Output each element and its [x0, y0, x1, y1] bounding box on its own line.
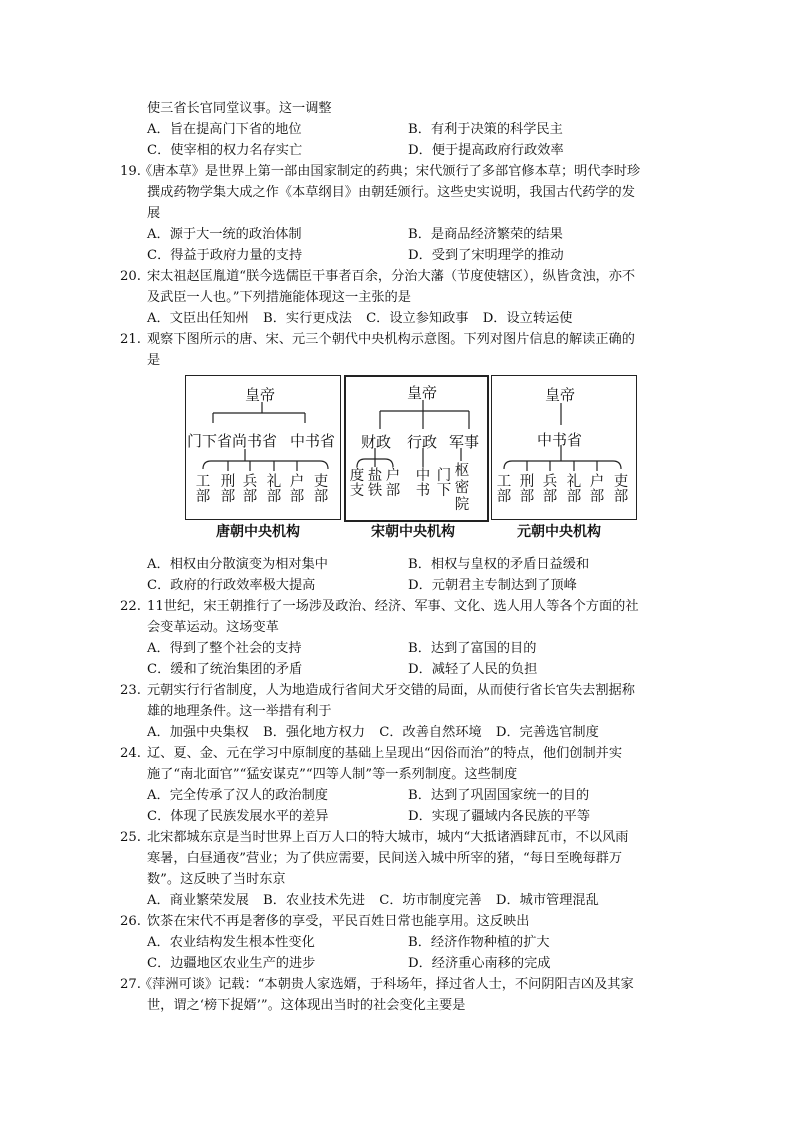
tang-dept: 刑部	[220, 474, 236, 505]
q27-stem-2: 世，谓之‘榜下捉婿’”。这体现出当时的社会变化主要是	[147, 998, 466, 1013]
song-admin-dept: 中书	[415, 468, 431, 499]
yuan-zhongshu: 中书省	[537, 431, 583, 449]
yuan-dept: 刑部	[519, 474, 535, 505]
song-admin-dept: 门下	[436, 468, 452, 499]
q21-stem-1: 观察下图所示的唐、宋、元三个朝代中央机构示意图。下列对图片信息的解读正确的	[147, 332, 635, 347]
song-finance-dept: 度支	[349, 468, 365, 499]
q19-stem-2: 撰成药物学集大成之作《本草纲目》由朝廷颁行。这些史实说明，我国古代药学的发	[147, 185, 635, 200]
q19-option-c: C．得益于政府力量的支持	[147, 248, 303, 263]
q26-number: 26.	[120, 914, 141, 929]
q19-stem-3: 展	[147, 206, 161, 221]
yuan-emperor: 皇帝	[545, 386, 576, 404]
tang-caption: 唐朝中央机构	[216, 524, 300, 540]
q24-option-b: B．达到了巩固国家统一的目的	[408, 788, 590, 803]
q18-option-a: A．旨在提高门下省的地位	[147, 122, 302, 137]
song-caption: 宋朝中央机构	[371, 524, 455, 540]
q20-stem-1: 宋太祖赵匡胤道“朕今选儒臣干事者百余，分治大藩（节度使辖区），纵皆贪浊，亦不	[147, 269, 636, 284]
q18-option-d: D．便于提高政府行政效率	[408, 143, 564, 158]
q23-option-d: D．完善选官制度	[495, 725, 599, 740]
q26-option-c: C．边疆地区农业生产的进步	[147, 956, 316, 971]
q23-stem-1: 元朝实行行省制度，人为地造成行省间犬牙交错的局面，从而使行省长官失去割据称	[147, 683, 635, 698]
q27-stem-1: 《萍洲可谈》记载：“本朝贵人家选婿，于科场年，择过省人士，不问阴阳吉凶及其家	[139, 977, 634, 992]
q25-stem-3: 数”。这反映了当时东京	[147, 872, 286, 887]
song-shumiyuan: 枢密院	[454, 463, 470, 513]
q22-option-a: A．得到了整个社会的支持	[147, 641, 302, 656]
q22-number: 22.	[120, 599, 141, 614]
q19-option-a: A．源于大一统的政治体制	[147, 227, 302, 242]
q26-option-d: D．经济重心南移的完成	[408, 956, 551, 971]
q26-option-b: B．经济作物种植的扩大	[408, 935, 550, 950]
q19-number: 19.	[120, 164, 141, 179]
yuan-dept: 工部	[496, 474, 512, 505]
q24-stem-1: 辽、夏、金、元在学习中原制度的基础上呈现出“因俗而治”的特点，他们创制并实	[147, 746, 623, 761]
q25-option-a: A．商业繁荣发展	[147, 893, 249, 908]
q18-stem: 使三省长官同堂议事。这一调整	[147, 101, 332, 116]
tang-emperor: 皇帝	[245, 386, 276, 404]
q20-option-d: D．设立转运使	[482, 311, 573, 326]
yuan-dept: 吏部	[613, 474, 629, 505]
tang-zhongshu: 中书省	[290, 432, 336, 450]
q25-stem-2: 寒暑，白昼通夜”营业；为了供应需要，民间送入城中所宰的猪，“每日至晚每群万	[147, 851, 623, 866]
q21-option-d: D．元朝君主专制达到了顶峰	[408, 578, 577, 593]
q21-option-c: C．政府的行政效率极大提高	[147, 578, 316, 593]
song-admin: 行政	[407, 433, 438, 451]
q25-stem-1: 北宋都城东京是当时世界上百万人口的特大城市，城内“大抵诸酒肆瓦市，不以风雨	[147, 830, 629, 845]
q21-number: 21.	[120, 332, 141, 347]
q22-option-d: D．减轻了人民的负担	[408, 662, 538, 677]
q20-number: 20.	[120, 269, 141, 284]
q20-options	[147, 308, 582, 329]
yuan-dept: 礼部	[566, 474, 582, 505]
q19-stem-1: 《唐本草》是世界上第一部由国家制定的药典；宋代颁行了多部官修本草；明代李时珍	[139, 164, 641, 179]
q24-option-d: D．实现了疆域内各民族的平等	[408, 809, 591, 824]
q23-options	[147, 722, 609, 743]
q24-option-a: A．完全传承了汉人的政治制度	[147, 788, 328, 803]
tang-dept: 吏部	[313, 474, 329, 505]
q22-option-c: C．缓和了统治集团的矛盾	[147, 662, 303, 677]
q26-option-a: A．农业结构发生根本性变化	[147, 935, 315, 950]
q21-stem-2: 是	[147, 353, 161, 368]
q25-option-d: D．城市管理混乱	[495, 893, 599, 908]
tang-dept: 户部	[289, 474, 305, 505]
song-military: 军事	[449, 433, 480, 451]
q24-option-c: C．体现了民族发展水平的差异	[147, 809, 329, 824]
tang-dept: 礼部	[266, 474, 282, 505]
q23-stem-2: 雄的地理条件。这一举措有利于	[147, 704, 332, 719]
q25-number: 25.	[120, 830, 141, 845]
q20-option-c: C．设立参知政事	[366, 311, 469, 326]
q23-option-a: A．加强中央集权	[147, 725, 249, 740]
q26-stem-1: 饮茶在宋代不再是奢侈的享受，平民百姓日常也能享用。这反映出	[147, 914, 530, 929]
yuan-caption: 元朝中央机构	[517, 524, 601, 540]
q22-option-b: B．达到了富国的目的	[408, 641, 537, 656]
q24-number: 24.	[120, 746, 141, 761]
q21-option-b: B．相权与皇权的矛盾日益缓和	[408, 557, 590, 572]
song-emperor: 皇帝	[407, 384, 438, 402]
song-finance-dept: 盐铁	[367, 468, 383, 499]
tang-dept: 兵部	[242, 474, 258, 505]
central-institutions-diagram	[185, 375, 637, 520]
q18-option-b: B．有利于决策的科学民主	[408, 122, 563, 137]
q21-option-a: A．相权由分散演变为相对集中	[147, 557, 328, 572]
q20-option-b: B．实行更戍法	[263, 311, 352, 326]
q25-option-c: C．坊市制度完善	[379, 893, 482, 908]
yuan-dept: 兵部	[542, 474, 558, 505]
q25-options	[147, 890, 609, 911]
tang-dept: 工部	[195, 474, 211, 505]
q19-option-b: B．是商品经济繁荣的结果	[408, 227, 563, 242]
q18-option-c: C．使宰相的权力名存实亡	[147, 143, 303, 158]
q27-number: 27.	[120, 977, 141, 992]
q20-option-a: A．文臣出任知州	[147, 311, 249, 326]
song-finance-dept: 户部	[385, 468, 401, 499]
q23-option-c: C．改善自然环境	[379, 725, 482, 740]
yuan-dept: 户部	[589, 474, 605, 505]
song-finance: 财政	[361, 433, 392, 451]
q23-option-b: B．强化地方权力	[263, 725, 366, 740]
q22-stem-1: 11世纪，宋王朝推行了一场涉及政治、经济、军事、文化、选人用人等各个方面的社	[147, 599, 639, 614]
tang-menxia-shangshu: 门下省尚书省	[187, 432, 278, 450]
q19-option-d: D．受到了宋明理学的推动	[408, 248, 564, 263]
q25-option-b: B．农业技术先进	[263, 893, 366, 908]
q24-stem-2: 施了“南北面官”“猛安谋克”“四等人制”等一系列制度。这些制度	[147, 767, 518, 782]
q23-number: 23.	[120, 683, 141, 698]
q22-stem-2: 会变革运动。这场变革	[147, 620, 279, 635]
q20-stem-2: 及武臣一人也。”下列措施能体现这一主张的是	[147, 290, 411, 305]
